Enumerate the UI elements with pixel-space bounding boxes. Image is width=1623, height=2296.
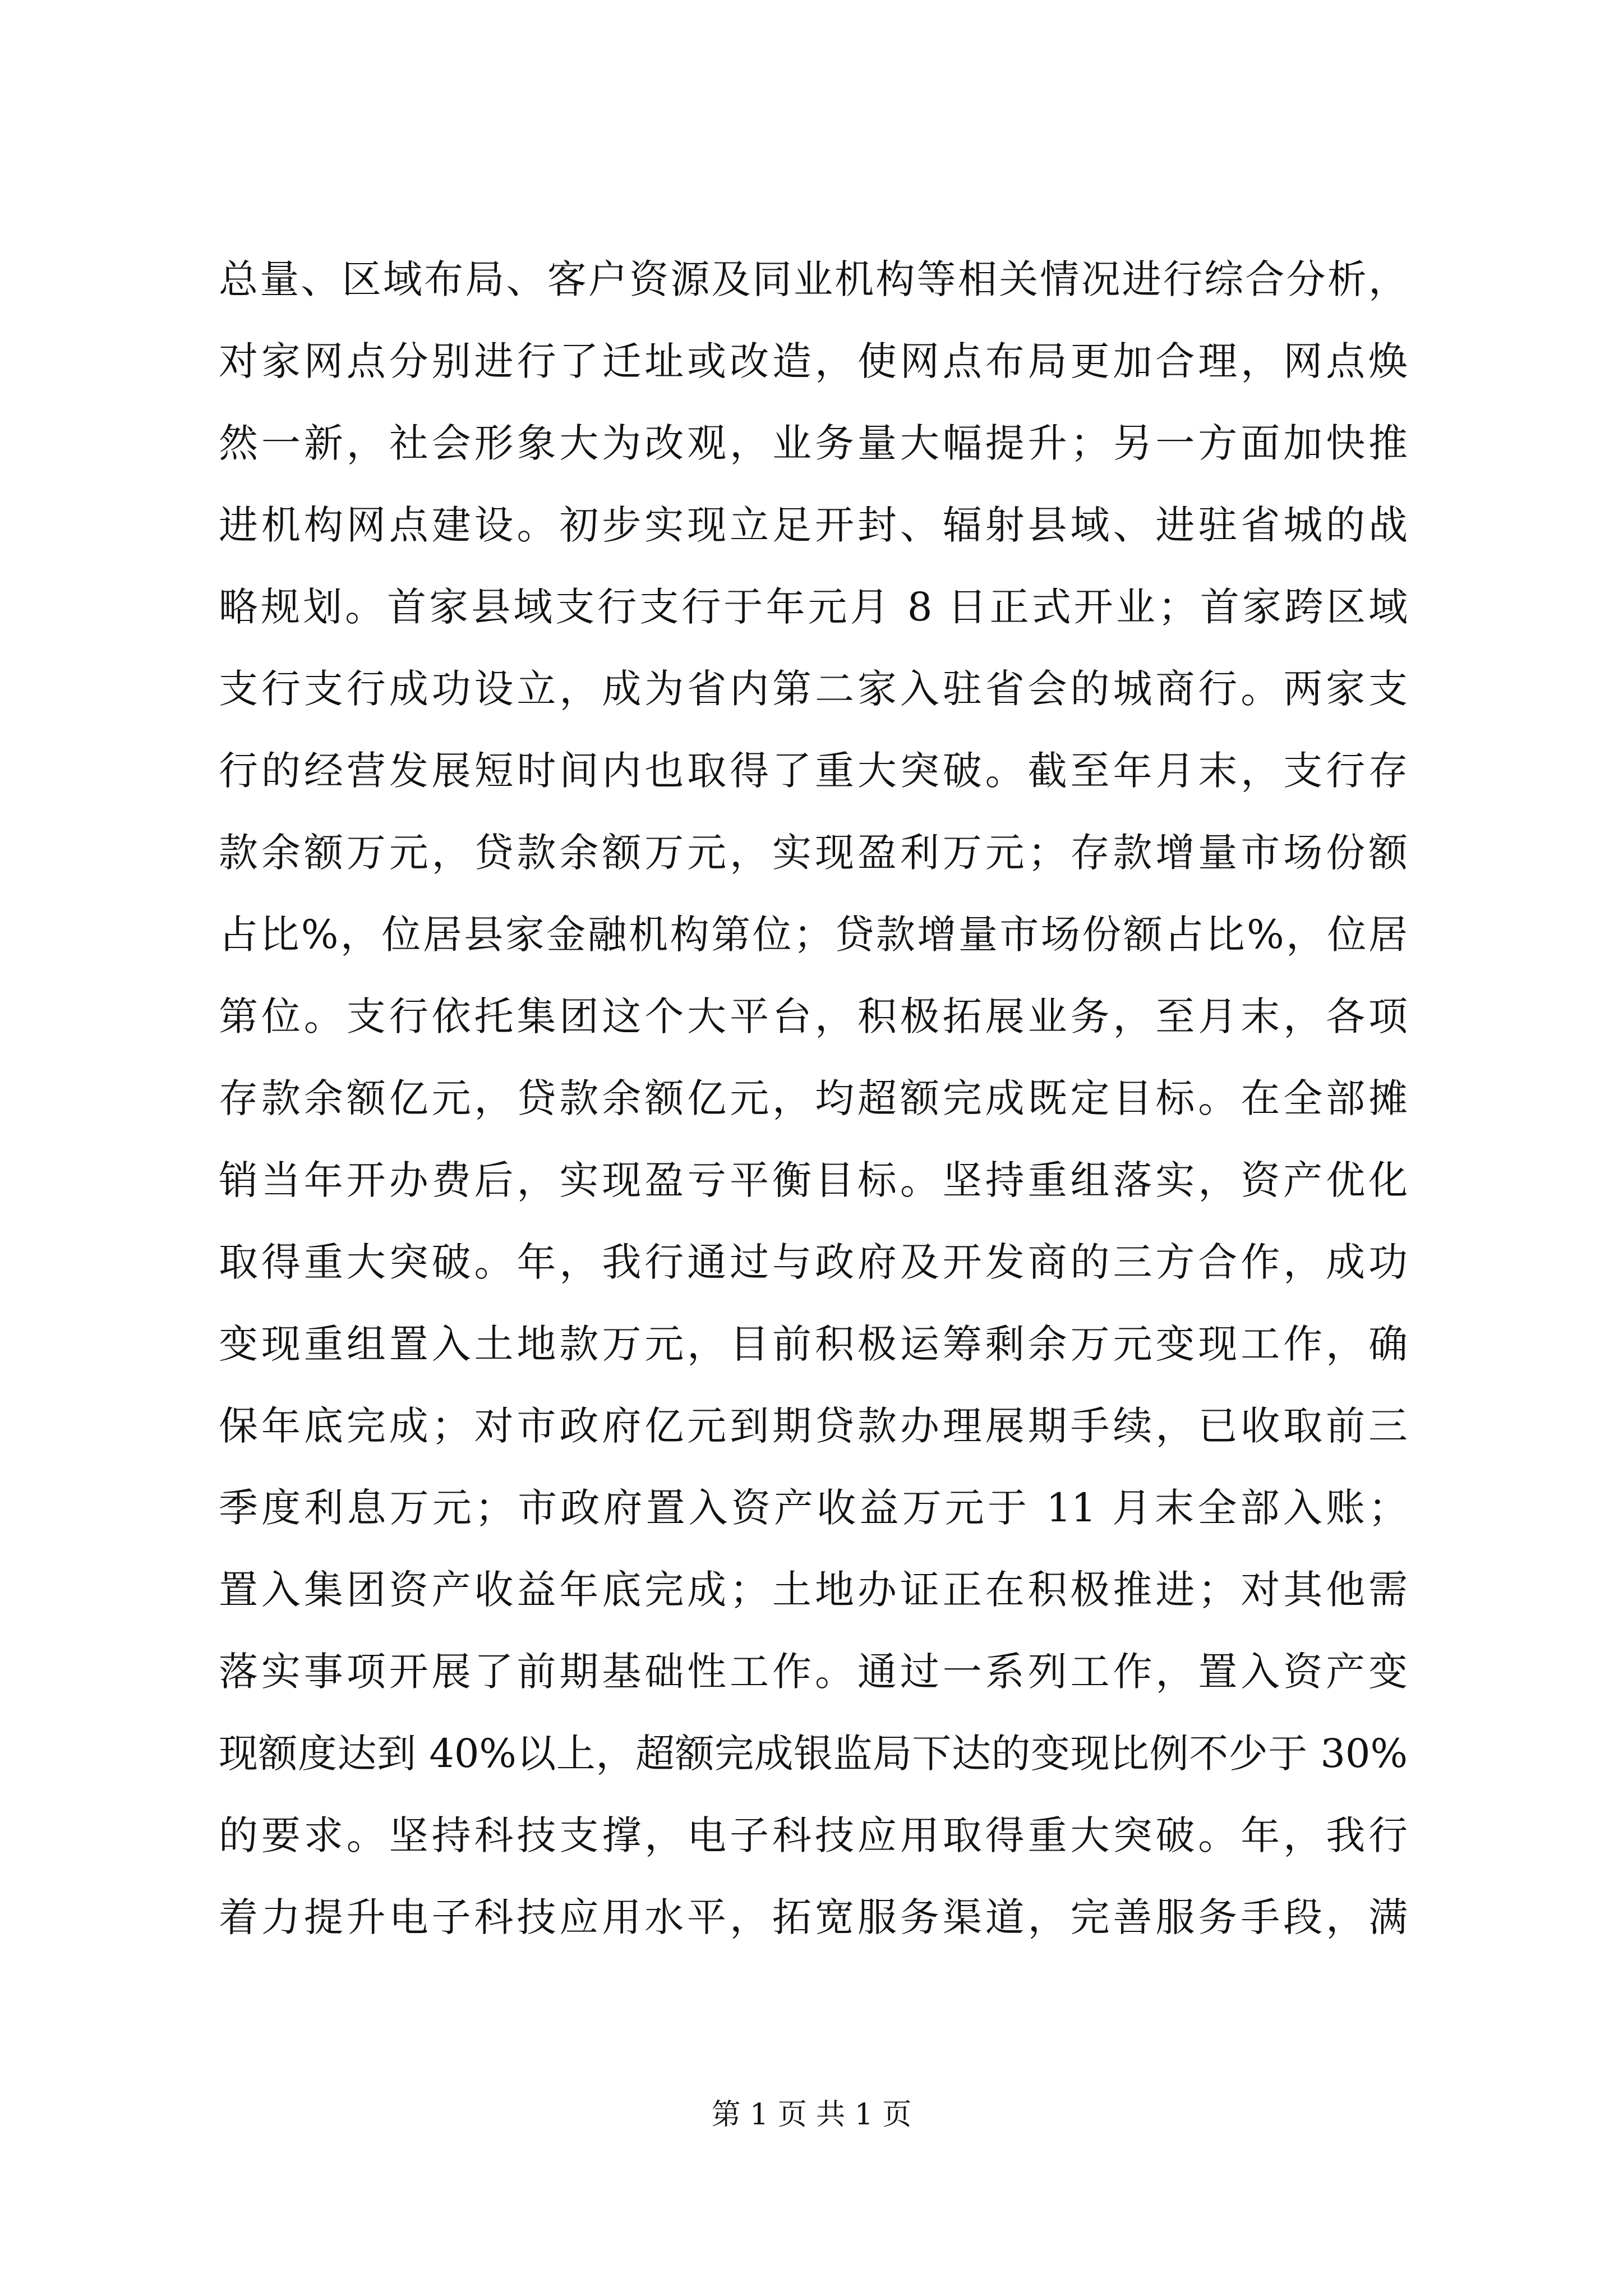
text-line: 销当年开办费后，实现盈亏平衡目标。坚持重组落实，资产优化 <box>219 1157 1408 1203</box>
text-line: 着力提升电子科技应用水平，拓宽服务渠道，完善服务手段，满 <box>219 1894 1408 1940</box>
text-line: 现额度达到 40%以上，超额完成银监局下达的变现比例不少于 30% <box>219 1731 1408 1777</box>
text-line: 取得重大突破。年，我行通过与政府及开发商的三方合作，成功 <box>219 1239 1408 1285</box>
text-line: 支行支行成功设立，成为省内第二家入驻省会的城商行。两家支 <box>219 666 1408 712</box>
document-body <box>219 238 1408 1958</box>
text-line: 变现重组置入土地款万元，目前积极运筹剩余万元变现工作，确 <box>219 1321 1408 1367</box>
text-line: 对家网点分别进行了迁址或改造，使网点布局更加合理，网点焕 <box>219 338 1408 384</box>
text-line: 然一新，社会形象大为改观，业务量大幅提升；另一方面加快推 <box>219 420 1408 466</box>
text-line: 占比%，位居县家金融机构第位；贷款增量市场份额占比%，位居 <box>219 912 1408 958</box>
text-line: 款余额万元，贷款余额万元，实现盈利万元；存款增量市场份额 <box>219 830 1408 876</box>
text-line: 进机构网点建设。初步实现立足开封、辐射县域、进驻省城的战 <box>219 502 1408 548</box>
text-line: 季度利息万元；市政府置入资产收益万元于 11 月末全部入账； <box>219 1485 1408 1531</box>
text-line: 落实事项开展了前期基础性工作。通过一系列工作，置入资产变 <box>219 1649 1408 1695</box>
text-line: 的要求。坚持科技支撑，电子科技应用取得重大突破。年，我行 <box>219 1812 1408 1858</box>
text-line: 总量、区域布局、客户资源及同业机构等相关情况进行综合分析， <box>219 256 1408 302</box>
text-line: 置入集团资产收益年底完成；土地办证正在积极推进；对其他需 <box>219 1567 1408 1613</box>
text-line: 第位。支行依托集团这个大平台，积极拓展业务，至月末，各项 <box>219 993 1408 1039</box>
text-line: 存款余额亿元，贷款余额亿元，均超额完成既定目标。在全部摊 <box>219 1075 1408 1121</box>
text-line: 略规划。首家县域支行支行于年元月 8 日正式开业；首家跨区域 <box>219 584 1408 630</box>
text-line: 行的经营发展短时间内也取得了重大突破。截至年月末，支行存 <box>219 748 1408 794</box>
page-footer: 第 1 页 共 1 页 <box>711 2098 912 2132</box>
text-line: 保年底完成；对市政府亿元到期贷款办理展期手续，已收取前三 <box>219 1403 1408 1449</box>
